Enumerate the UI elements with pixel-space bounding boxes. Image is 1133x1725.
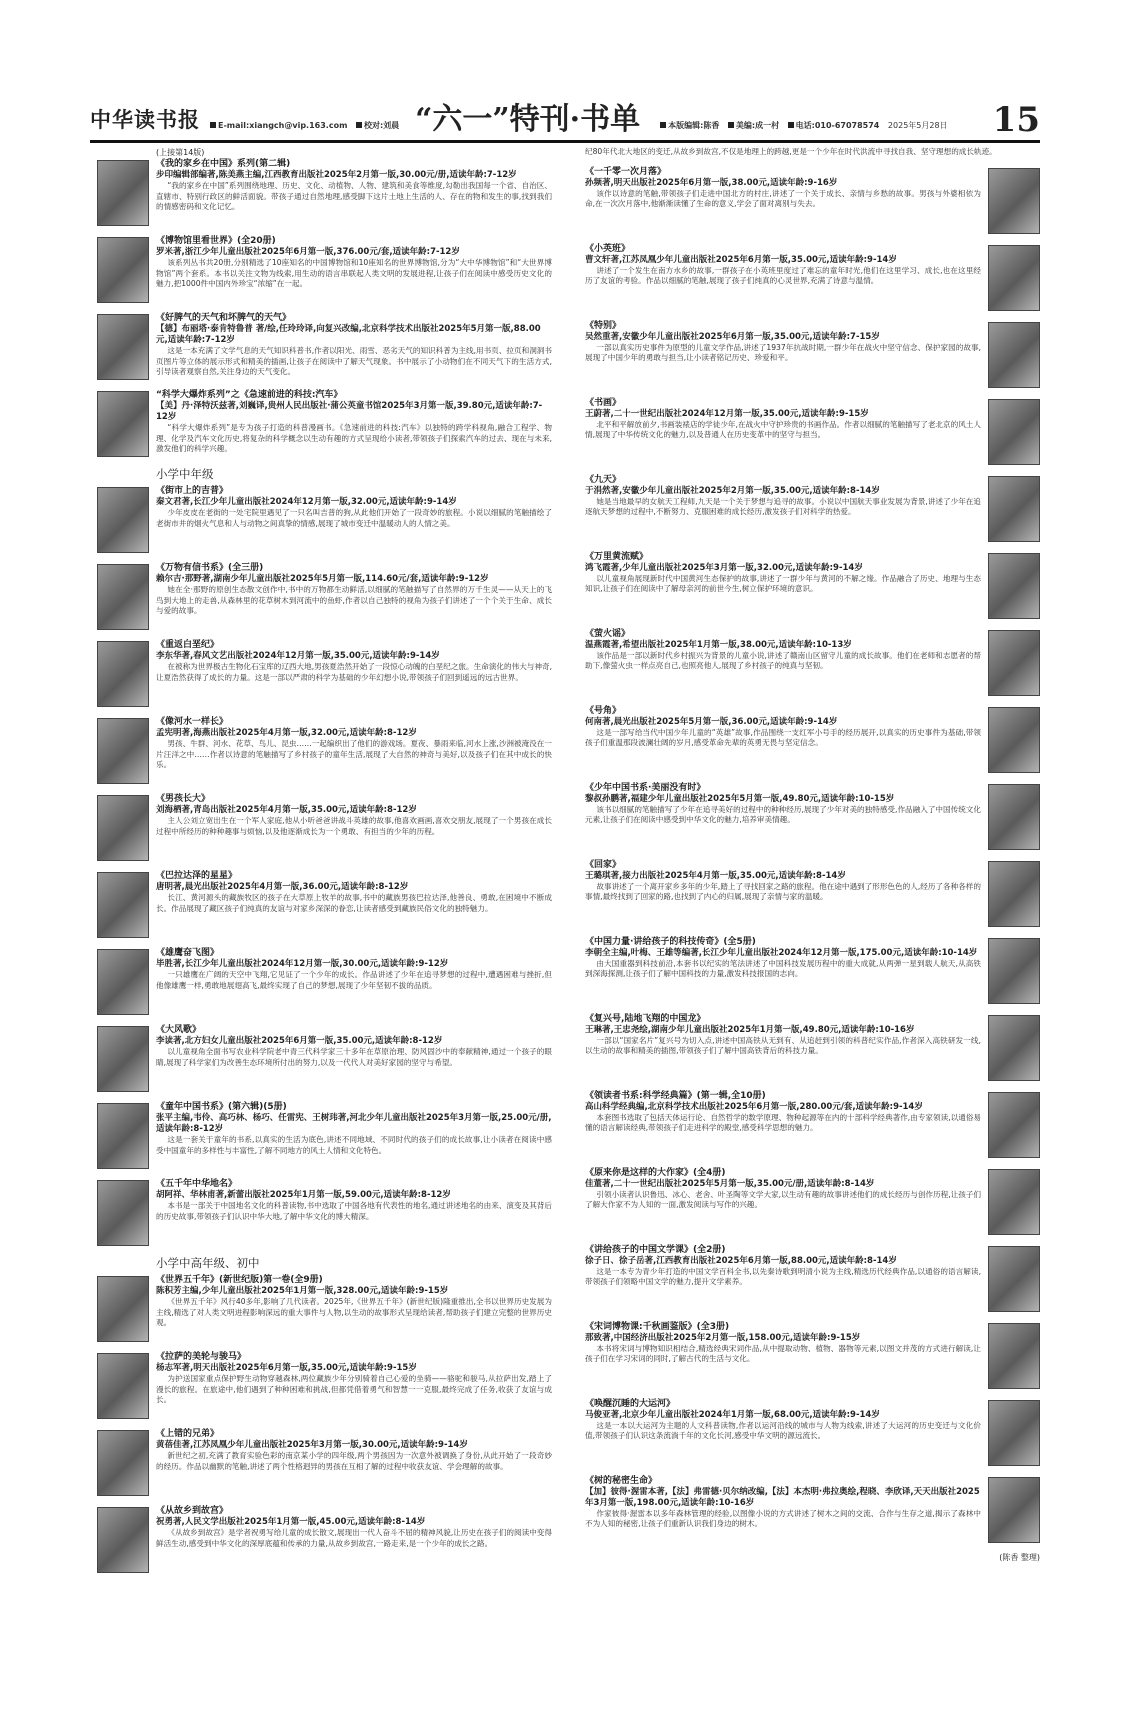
book-cover-image: [97, 487, 149, 553]
book-entry-text: [156, 389, 552, 457]
right-column: [585, 147, 1040, 1642]
book-description: 该作品是一部以新时代乡村振兴为背景的儿童小说,讲述了赣南山区留守儿童的成长故事。他们在老师和志愿者的帮助下,像萤火虫一样点亮自己,也照亮他人,展现了乡村孩子的纯真与坚韧。: [585, 650, 981, 670]
book-entry: [585, 1090, 1040, 1158]
book-description: 这是一本以大运河为主题的人文科普读物,作者以运河沿线的城市与人物为线索,讲述了大运河的历史变迁与文化价值,带领孩子们认识这条流淌千年的文化长河,感受中华文明的源远流长。: [585, 1420, 981, 1440]
book-cover-image: [97, 1276, 149, 1342]
book-entry: [97, 1351, 552, 1419]
book-description: 讲述了一个发生在南方水乡的故事,一群孩子在小英班里度过了难忘的童年时光,他们在这里学习、成长,也在这里经历了友谊的考验。作品以细腻的笔触,展现了孩子们纯真的心灵世界,充满了诗意与温情。: [585, 265, 981, 285]
book-title: 《拉萨的美轮与骏马》: [156, 1352, 247, 1362]
book-entry: [97, 485, 552, 553]
book-entry: [585, 551, 1040, 619]
book-publication-info: 【加】彼得·渥雷本著,【法】弗雷德·贝尔纳改编,【法】本杰明·弗拉奥绘,程晓、李欣译,天天出版社2025年3月第一版,198.00元,适读年龄:10-16岁: [585, 1486, 980, 1508]
book-description: 引领小读者认识鲁迅、冰心、老舍、叶圣陶等文学大家,以生动有趣的故事讲述他们的成长经历与创作历程,让孩子们了解大作家不为人知的一面,激发阅读与写作的兴趣。: [585, 1189, 981, 1209]
book-entry-text: [156, 312, 552, 380]
book-entry: [97, 1274, 552, 1342]
book-entry: [97, 312, 552, 380]
book-cover-image: [97, 391, 149, 457]
book-title: 《领读者书系:科学经典篇》(第一辑,全10册): [585, 1090, 766, 1101]
book-cover-image: [97, 1026, 149, 1092]
book-cover-image: [988, 707, 1040, 773]
book-description: 故事讲述了一个离开家乡多年的少年,踏上了寻找回家之路的旅程。他在途中遇到了形形色色的人,经历了各种各样的事情,最终找到了回家的路,也找到了内心的归属,展现了亲情与家的温暖。: [585, 881, 981, 901]
book-title: 《特别》: [585, 320, 622, 331]
book-cover-image: [97, 872, 149, 938]
book-cover-image: [988, 399, 1040, 465]
book-cover-image: [988, 245, 1040, 311]
book-publication-info: 黄蓓佳著,江苏凤凰少年儿童出版社2025年3月第一版,30.00元,适读年龄:9-14岁: [156, 1440, 468, 1450]
book-description: 这是一本专为青少年打造的中国文学百科全书,以先秦诗歌到明清小说为主线,精选历代经典作品,以通俗的语言解读,带领孩子们领略中国文学的魅力,提升文学素养。: [585, 1266, 981, 1286]
book-title: 《少年中国书系·美丽没有时》: [585, 782, 706, 793]
book-publication-info: 那致著,中国经济出版社2025年2月第一版,158.00元,适读年龄:9-15岁: [585, 1332, 861, 1343]
book-title: 《男孩长大》: [156, 794, 211, 804]
book-publication-info: 曹文轩著,江苏凤凰少年儿童出版社2025年6月第一版,35.00元,适读年龄:9-14岁: [585, 254, 897, 265]
book-title: 《街市上的吉普》: [156, 486, 229, 496]
book-description: 以儿童视角展现新时代中国黄河生态保护的故事,讲述了一群少年与黄河的不解之缘。作品融合了历史、地理与生态知识,让孩子们在阅读中了解母亲河的前世今生,树立保护环境的意识。: [585, 573, 981, 593]
left-group-2: [97, 485, 552, 1246]
book-title: 《回家》: [585, 859, 622, 870]
book-description: 一只雄鹰在广阔的天空中飞翔,它见证了一个少年的成长。作品讲述了少年在追寻梦想的过程中,遭遇困难与挫折,但他像雄鹰一样,勇敢地展翅高飞,最终实现了自己的梦想,展现了少年坚韧不拔的品质。: [156, 970, 552, 990]
book-publication-info: 【美】丹·泽特沃兹著,刘巍译,贵州人民出版社·蒲公英童书馆2025年3月第一版,39.80元,适读年龄:7-12岁: [156, 401, 543, 422]
book-cover-image: [988, 1246, 1040, 1312]
section-heading: 小学中高年级、初中: [156, 1256, 260, 1270]
book-entry-text: [156, 158, 552, 226]
left-column: [97, 147, 552, 1642]
book-publication-info: 李东华著,春风文艺出版社2024年12月第一版,35.00元,适读年龄:9-14岁: [156, 651, 440, 661]
email: E-mail:xiangch@vip.163.com: [210, 121, 347, 130]
book-description: 主人公刘立宽出生在一个军人家庭,他从小听爸爸讲战斗英雄的故事,他喜欢画画,喜欢交朋友,展现了一个男孩在成长过程中所经历的种种趣事与烦恼,以及他逐渐成长为一个勇敢、有担当的少年的历程。: [156, 816, 552, 836]
book-entry-text: [156, 485, 552, 553]
book-entry-text: [585, 1475, 981, 1543]
book-entry: [585, 320, 1040, 388]
issue-date: 2025年5月28日: [887, 121, 948, 130]
book-description: 《从故乡到故宫》是学者祝勇写给儿童的成长散文,展现出一代人奋斗不屈的精神风貌,让历史在孩子们的阅读中变得鲜活生动,感受到中华文化的深厚底蕴和传承的力量,从故乡到故宫,一路走来,是一个少年的成长之路。: [156, 1528, 552, 1548]
book-entry-text: [585, 397, 981, 465]
book-entry-text: [156, 235, 552, 303]
book-entry: [97, 1178, 552, 1246]
book-cover-image: [988, 1323, 1040, 1389]
designer: 美编:成一村: [728, 121, 779, 130]
book-entry: [585, 859, 1040, 927]
book-entry: [97, 562, 552, 630]
left-group-1: [97, 158, 552, 457]
book-entry-text: [585, 705, 981, 773]
book-entry-text: [156, 1101, 552, 1169]
book-title: 《小英班》: [585, 243, 631, 254]
book-publication-info: 佳董著,二十一世纪出版社2025年5月第一版,35.00元/册,适读年龄:8-14岁: [585, 1178, 875, 1189]
book-description: 她在全·那野的原创生态散文创作中,书中的万物都生动鲜活,以细腻的笔触描写了自然界的万千生灵——从天上的飞鸟到大地上的走兽,从森林里的花草树木到河流中的鱼虾,作者以自己独特的视角为孩子们讲述了一个个关于生命、成长与爱的故事。: [156, 585, 552, 615]
book-entry-text: [156, 947, 552, 1015]
book-title: 《万里黄流赋》: [585, 551, 649, 562]
book-cover-image: [97, 314, 149, 380]
book-cover-image: [97, 718, 149, 784]
page-header: [90, 90, 1040, 143]
book-description: 北平和平解放前夕,书画装裱店的学徒少年,在战火中守护珍贵的书画作品。作者以细腻的笔触描写了老北京的风土人情,展现了中华传统文化的魅力,以及普通人在历史变革中的坚守与担当。: [585, 419, 981, 439]
book-description: 长江、黄河源头的藏族牧区的孩子在大草原上牧羊的故事,书中的藏族男孩巴拉达泽,他善良、勇敢,在困境中不断成长。作品展现了藏区孩子们纯真的友谊与对家乡深深的眷恋,让读者感受到藏族民俗文化的独特魅力。: [156, 893, 552, 913]
continued-note: (上接第14版): [156, 148, 205, 157]
book-title: 《九天》: [585, 474, 622, 485]
book-title: 《萤火谣》: [585, 628, 631, 639]
book-publication-info: 温燕霞著,希望出版社2025年1月第一版,38.00元,适读年龄:10-13岁: [585, 639, 852, 650]
book-publication-info: 毕胜著,长江少年儿童出版社2024年12月第一版,30.00元,适读年龄:9-12岁: [156, 959, 449, 969]
book-description: “科学大爆炸系列”是专为孩子打造的科普漫画书。《急速前进的科技:汽车》以独特的跨学科视角,融合工程学、物理、化学及汽车文化历史,将复杂的科学概念以生动有趣的方式呈现给小读者,带领孩子们探索汽车的过去、现在与未来,激发他们的科学兴趣。: [156, 423, 552, 453]
book-cover-image: [97, 641, 149, 707]
square-icon: [788, 122, 794, 128]
book-entry: [97, 235, 552, 303]
book-entry: [585, 1167, 1040, 1235]
book-title: 《好脾气的天气和坏脾气的天气》: [156, 313, 292, 323]
book-title: 《书画》: [585, 397, 622, 408]
book-entry: [585, 1321, 1040, 1389]
book-cover-image: [97, 160, 149, 226]
book-publication-info: 鸿飞霞著,少年儿童出版社2025年3月第一版,32.00元,适读年龄:9-14岁: [585, 562, 863, 573]
book-entry-text: [585, 243, 981, 311]
book-cover-image: [97, 1430, 149, 1496]
book-entry-text: [585, 551, 981, 619]
square-icon: [660, 122, 666, 128]
book-entry: [97, 1024, 552, 1092]
book-publication-info: 黎叔孙鹏著,福建少年儿童出版社2025年5月第一版,49.80元,适读年龄:10-15岁: [585, 793, 895, 804]
book-entry: [585, 782, 1040, 850]
book-cover-image: [988, 1400, 1040, 1466]
book-description: 少年皮皮在老街的一处宅院里遇见了一只名叫吉普的狗,从此他们开始了一段奇妙的旅程。小说以细腻的笔触描绘了老街市井的烟火气息和人与动物之间真挚的情感,展现了城市变迁中温暖动人的人情之美。: [156, 508, 552, 528]
book-cover-image: [97, 795, 149, 861]
book-title: 《巴拉达泽的星星》: [156, 871, 238, 881]
book-entry-text: [156, 639, 552, 707]
book-entry: [585, 1398, 1040, 1466]
book-publication-info: 李朝全主编,叶梅、王雄等编著,长江少年儿童出版社2024年12月第一版,175.00元,适读年龄:10-14岁: [585, 947, 978, 958]
book-description: 以儿童视角全面书写农业科学院老中青三代科学家三十多年在草原治理、防风固沙中的奉献精神,通过一个孩子的眼睛,展现了科学家们为改善生态环境所付出的努力,以及一代代人对美好家园的坚守与希望。: [156, 1047, 552, 1067]
header-meta: [200, 120, 405, 140]
book-description: 这是一部写给当代中国少年儿童的“英雄”故事,作品围绕一支红军小号手的经历展开,以真实的历史事件为基础,带领孩子们重温那段波澜壮阔的岁月,感受革命先辈的英勇无畏与坚定信念。: [585, 727, 981, 747]
book-title: 《树的秘密生命》: [585, 1475, 658, 1486]
book-cover-image: [988, 784, 1040, 850]
book-cover-image: [988, 630, 1040, 696]
book-description: 《世界五千年》风行40多年,影响了几代读者。2025年,《世界五千年》(新世纪版)隆重推出,全书以世界历史发展为主线,精选了对人类文明进程影响深远的重大事件与人物,以生动的故事形式呈现给读者,帮助孩子们建立完整的世界历史观。: [156, 1297, 552, 1327]
book-title: 《童年中国书系》(第六辑)(5册): [156, 1102, 287, 1112]
book-description: 本书将宋词与博物知识相结合,精选经典宋词作品,从中提取动物、植物、器物等元素,以图文并茂的方式进行解读,让孩子们在学习宋词的同时,了解古代的生活与文化。: [585, 1343, 981, 1363]
book-entry-text: [156, 1428, 552, 1496]
book-entry: [97, 1101, 552, 1169]
book-entry-text: [585, 1090, 981, 1158]
book-description: 该作以诗意的笔触,带领孩子们走进中国北方的村庄,讲述了一个关于成长、亲情与乡愁的故事。男孩与外婆相依为命,在一次次月落中,他渐渐读懂了生命的意义,学会了面对离别与失去。: [585, 188, 981, 208]
book-description: 该书以细腻的笔触描写了少年在追寻美好的过程中的种种经历,展现了少年对美的独特感受,作品融入了中国传统文化元素,让孩子们在阅读中感受到中华文化的魅力,培养审美情趣。: [585, 804, 981, 824]
book-publication-info: 孙频著,明天出版社2025年6月第一版,38.00元,适读年龄:9-16岁: [585, 177, 838, 188]
book-publication-info: 罗米著,浙江少年儿童出版社2025年6月第一版,376.00元/套,适读年龄:7-12岁: [156, 247, 460, 257]
book-publication-info: 马俊亚著,北京少年儿童出版社2024年1月第一版,68.00元,适读年龄:9-14岁: [585, 1409, 880, 1420]
page-number: 15: [992, 100, 1040, 140]
book-publication-info: 于涓然著,安徽少年儿童出版社2025年2月第一版,35.00元,适读年龄:8-14岁: [585, 485, 880, 496]
compiler-credit: (陈香 整理): [999, 1552, 1040, 1562]
book-cover-image: [988, 1015, 1040, 1081]
book-entry-text: [156, 1505, 552, 1573]
book-title: 《像河水一样长》: [156, 717, 229, 727]
book-title: 《讲给孩子的中国文学课》(全2册): [585, 1244, 726, 1255]
book-publication-info: 王蔚著,二十一世纪出版社2024年12月第一版,35.00元,适读年龄:9-15岁: [585, 408, 869, 419]
book-cover-image: [988, 938, 1040, 1004]
section-heading: 小学中年级: [156, 467, 214, 481]
book-cover-image: [97, 1353, 149, 1419]
book-title: 《号角》: [585, 705, 622, 716]
book-cover-image: [97, 1507, 149, 1573]
book-publication-info: 【德】布丽塔·泰肯特鲁普 著/绘,任玲玲译,向复兴改编,北京科学技术出版社2025年5月第一版,88.00元,适读年龄:7-12岁: [156, 324, 541, 345]
book-title: 《万物有信书系》(全三册): [156, 563, 264, 573]
book-publication-info: 徐子日、徐子岳著,江西教育出版社2025年6月第一版,88.00元,适读年龄:8-14岁: [585, 1255, 897, 1266]
book-entry-text: [585, 166, 981, 234]
book-entry: [585, 397, 1040, 465]
book-publication-info: 赖尔吉·那野著,湖南少年儿童出版社2025年5月第一版,114.60元/套,适读年龄:9-12岁: [156, 574, 489, 584]
book-entry-text: [585, 782, 981, 850]
book-entry: [585, 166, 1040, 234]
book-publication-info: 祝勇著,人民文学出版社2025年1月第一版,45.00元,适读年龄:8-14岁: [156, 1517, 426, 1527]
book-entry-text: [585, 859, 981, 927]
book-description: 一部以“国家名片”复兴号为切入点,讲述中国高铁从无到有、从追赶到引领的科普纪实作品,作者深入高铁研发一线,以生动的故事和精美的插图,带领孩子们了解中国高铁背后的科技力量。: [585, 1035, 981, 1055]
book-entry-text: [156, 1274, 552, 1342]
book-title: 《唤醒沉睡的大运河》: [585, 1398, 676, 1409]
book-entry-text: [585, 474, 981, 542]
book-publication-info: 孟宪明著,海燕出版社2025年4月第一版,32.00元,适读年龄:8-12岁: [156, 728, 417, 738]
book-entry: [97, 158, 552, 226]
book-entry: [585, 628, 1040, 696]
book-entry-text: [585, 628, 981, 696]
book-entry: [97, 716, 552, 784]
book-description: 作家彼得·渥雷本以多年森林管理的经验,以图像小说的方式讲述了树木之间的交流、合作与生存之道,揭示了森林中不为人知的秘密,让孩子们重新认识我们身边的树木。: [585, 1508, 981, 1528]
book-entry: [97, 793, 552, 861]
book-entry-text: [156, 716, 552, 784]
book-cover-image: [97, 1103, 149, 1169]
book-publication-info: 王琳著,王忠尧绘,湖南少年儿童出版社2025年1月第一版,49.80元,适读年龄:10-16岁: [585, 1024, 915, 1035]
book-entry-text: [585, 320, 981, 388]
book-title: 《中国力量·讲给孩子的科技传奇》(全5册): [585, 936, 756, 947]
book-title: 《复兴号,陆地飞翔的中国龙》: [585, 1013, 706, 1024]
book-entry: [97, 1505, 552, 1573]
book-publication-info: 步印编辑部编著,陈美燕主编,江西教育出版社2025年2月第一版,30.00元/册,适读年龄:7-12岁: [156, 170, 517, 180]
book-cover-image: [988, 476, 1040, 542]
square-icon: [356, 122, 362, 128]
book-entry: [585, 936, 1040, 1004]
book-cover-image: [988, 322, 1040, 388]
book-description: 这是一套关于童年的书系,以真实的生活为底色,讲述不同地域、不同时代的孩子们的成长故事,让小读者在阅读中感受中国童年的多样性与丰富性,了解不同地方的风土人情和文化特色。: [156, 1135, 552, 1155]
book-description: 在被称为世界极古生物化石宝库的辽西大地,男孩夏浩然开始了一段惊心动魄的白垩纪之旅。生命演化的伟大与神奇,让夏浩然获得了成长的力量。这是一部以严肃的科学为基础的少年幻想小说,带领孩子们回到遥远的远古世界。: [156, 662, 552, 682]
book-title: 《大风歌》: [156, 1025, 202, 1035]
book-entry-text: [156, 1024, 552, 1092]
book-publication-info: 王璐琪著,接力出版社2025年4月第一版,35.00元,适读年龄:8-14岁: [585, 870, 846, 881]
page-title: “六一”特刊·书单: [415, 102, 641, 137]
book-publication-info: 李读著,北方妇女儿童出版社2025年6月第一版,35.00元,适读年龄:8-12岁: [156, 1036, 443, 1046]
book-entry-text: [585, 1398, 981, 1466]
left-group-3: [97, 1274, 552, 1573]
book-cover-image: [97, 1180, 149, 1246]
book-title: 《宋词博物课:千秋画鉴版》(全3册): [585, 1321, 730, 1332]
book-entry-text: [156, 870, 552, 938]
book-publication-info: 唐明著,晨光出版社2025年4月第一版,36.00元,适读年龄:8-12岁: [156, 882, 409, 892]
book-description: 新世纪之初,充满了教育实验色彩的南京某小学的四年级,两个男孩因为一次意外被调换了身份,从此开始了一段奇妙的经历。作品以幽默的笔触,讲述了两个性格迥异的男孩在互相了解的过程中收获友谊、学会理解的故事。: [156, 1451, 552, 1471]
book-entry: [97, 1428, 552, 1496]
book-cover-image: [988, 553, 1040, 619]
book-cover-image: [988, 168, 1040, 234]
book-title: “科学大爆炸系列”之《急速前进的科技:汽车》: [156, 390, 343, 400]
proofreader: 校对:刘晨: [356, 121, 399, 130]
book-cover-image: [988, 1092, 1040, 1158]
square-icon: [210, 122, 216, 128]
square-icon: [728, 122, 734, 128]
book-publication-info: 杨志军著,明天出版社2025年6月第一版,35.00元,适读年龄:9-15岁: [156, 1363, 417, 1373]
book-entry: [97, 947, 552, 1015]
book-entry-text: [585, 1244, 981, 1312]
book-entry-text: [156, 562, 552, 630]
book-entry-text: [156, 1178, 552, 1246]
book-entry-text: [156, 793, 552, 861]
book-title: 《重返白垩纪》: [156, 640, 220, 650]
continued-text: 纪80年代北大地区的变迁,从故乡到故宫,不仅是地理上的跨越,更是一个少年在时代洪流中寻找自我、坚守理想的成长轨迹。: [585, 147, 997, 156]
book-entry: [585, 1013, 1040, 1081]
book-entry: [585, 705, 1040, 773]
book-publication-info: 胡阿祥、华林甫著,新蕾出版社2025年1月第一版,59.00元,适读年龄:8-12岁: [156, 1190, 451, 1200]
book-title: 《上错的兄弟》: [156, 1429, 220, 1439]
book-title: 《原来你是这样的大作家》(全4册): [585, 1167, 726, 1178]
book-title: 《五千年中华地名》: [156, 1179, 238, 1189]
book-publication-info: 刘海栖著,青岛出版社2025年4月第一版,35.00元,适读年龄:8-12岁: [156, 805, 417, 815]
book-entry: [97, 389, 552, 457]
book-title: 《世界五千年》(新世纪版)第一卷(全9册): [156, 1275, 323, 1285]
book-title: 《博物馆里看世界》(全20册): [156, 236, 276, 246]
book-description: 本书是一部关于中国地名文化的科普读物,书中选取了中国各地有代表性的地名,通过讲述地名的由来、演变及其背后的历史故事,带领孩子们认识中华大地,了解中华文化的博大精深。: [156, 1201, 552, 1221]
book-description: 本套图书选取了包括天体运行论、自然哲学的数学原理、物种起源等在内的十部科学经典著作,由专家领读,以通俗易懂的语言解读经典,带领孩子们走进科学的殿堂,感受科学思想的魅力。: [585, 1112, 981, 1132]
book-publication-info: 秦文君著,长江少年儿童出版社2024年12月第一版,32.00元,适读年龄:9-14岁: [156, 497, 457, 507]
book-entry: [585, 243, 1040, 311]
book-description: 一部以真实历史事件为原型的儿童文学作品,讲述了1937年抗战时期,一群少年在战火中坚守信念、保护家园的故事,展现了中国少年的勇敢与担当,让小读者铭记历史、珍爱和平。: [585, 342, 981, 362]
book-title: 《雄鹰奋飞图》: [156, 948, 220, 958]
masthead-logo: 中华读书报: [90, 107, 200, 132]
book-description: 这是一本充满了文学气息的天气知识科普书,作者以阳光、雨雪、恶劣天气的知识科普为主线,用书页、拉页和洞洞书页图片等立体的展示形式和精美的插画,让孩子在阅读中了解天气现象。书中展示了小动物们在不同天气下的生活方式,引导读者观察自然,关注身边的天气变化。: [156, 346, 552, 376]
book-cover-image: [97, 564, 149, 630]
book-entry-text: [585, 1321, 981, 1389]
book-entry-text: [585, 1167, 981, 1235]
book-entry-text: [585, 936, 981, 1004]
book-entry-text: [585, 1013, 981, 1081]
book-description: 该系列丛书共20册,分别精选了10座知名的中国博物馆和10座知名的世界博物馆,分为“大中华博物馆”和“大世界博物馆”两个套系。本书以关注文物为线索,用生动的语言串联起人类文明的发展进程,让孩子们在阅读中感受历史文化的魅力,把1000件中国内外珍宝“浓缩”在一起。: [156, 258, 552, 288]
book-entry: [97, 639, 552, 707]
book-description: 她是当地最早的女航天工程师,九天是一个关于梦想与追寻的故事。小说以中国航天事业发展为背景,讲述了少年在追逐航天梦想的过程中,不断努力、克服困难的成长经历,激发孩子们对科学的热爱。: [585, 496, 981, 516]
right-group: [585, 166, 1040, 1543]
book-entry: [585, 474, 1040, 542]
book-entry: [585, 1475, 1040, 1543]
book-entry: [585, 1244, 1040, 1312]
book-description: 男孩、牛群、河水、花草、鸟儿、昆虫……一起编织出了他们的游戏场。夏夜、暴雨来临,河水上涨,沙洲被淹没在一片汪洋之中……作者以诗意的笔触描写了乡村孩子的童年生活,展现了大自然的神奇与美好,以及孩子们在其中成长的快乐。: [156, 739, 552, 769]
book-description: 为护送国家重点保护野生动物穿越森林,两位藏族少年分别骑着自己心爱的坐骑——骆驼和骏马,从拉萨出发,踏上了漫长的旅程。在旅途中,他们遇到了种种困难和挑战,但都凭借着勇气和智慧一一克服,最终完成了任务,收获了友谊与成长。: [156, 1374, 552, 1404]
book-cover-image: [97, 237, 149, 303]
book-title: 《一千零一次月落》: [585, 166, 667, 177]
phone: 电话:010-67078574: [788, 121, 880, 130]
book-title: 《我的家乡在中国》系列(第二辑): [156, 159, 291, 169]
book-publication-info: 高山科学经典编,北京科学技术出版社2025年6月第一版,280.00元/套,适读年龄:9-14岁: [585, 1101, 923, 1112]
book-entry-text: [156, 1351, 552, 1419]
editor: 本版编辑:陈香: [660, 121, 719, 130]
book-description: 由大国重器到科技前沿,本套书以纪实的笔法讲述了中国科技发展历程中的重大成就,从两弹一星到载人航天,从高铁到深海探测,让孩子们了解中国科技的力量,激发科技报国的志向。: [585, 958, 981, 978]
book-cover-image: [988, 861, 1040, 927]
book-cover-image: [988, 1477, 1040, 1543]
book-title: 《从故乡到故宫》: [156, 1506, 229, 1516]
book-cover-image: [988, 1169, 1040, 1235]
book-publication-info: 何南著,晨光出版社2025年5月第一版,36.00元,适读年龄:9-14岁: [585, 716, 838, 727]
header-credits: [650, 120, 953, 140]
book-publication-info: 张平主编,韦伶、高巧林、杨巧、任雷宪、王树玮著,河北少年儿童出版社2025年3月第一版,25.00元/册,适读年龄:8-12岁: [156, 1113, 552, 1134]
book-description: “我的家乡在中国”系列围绕地理、历史、文化、动植物、人物、建筑和美食等维度,勾勒出我国每一个省、自治区、直辖市、特别行政区的鲜活面貌。带孩子通过自然地理,感受脚下这片土地上生活的人、存在的物和发生的事,找到我们的情感密码和文化记忆。: [156, 181, 552, 211]
book-publication-info: 陈积芳主编,少年儿童出版社2025年1月第一版,328.00元,适读年龄:9-15岁: [156, 1286, 449, 1296]
book-cover-image: [97, 949, 149, 1015]
book-publication-info: 吴然重著,安徽少年儿童出版社2025年6月第一版,35.00元,适读年龄:7-15岁: [585, 331, 880, 342]
book-entry: [97, 870, 552, 938]
